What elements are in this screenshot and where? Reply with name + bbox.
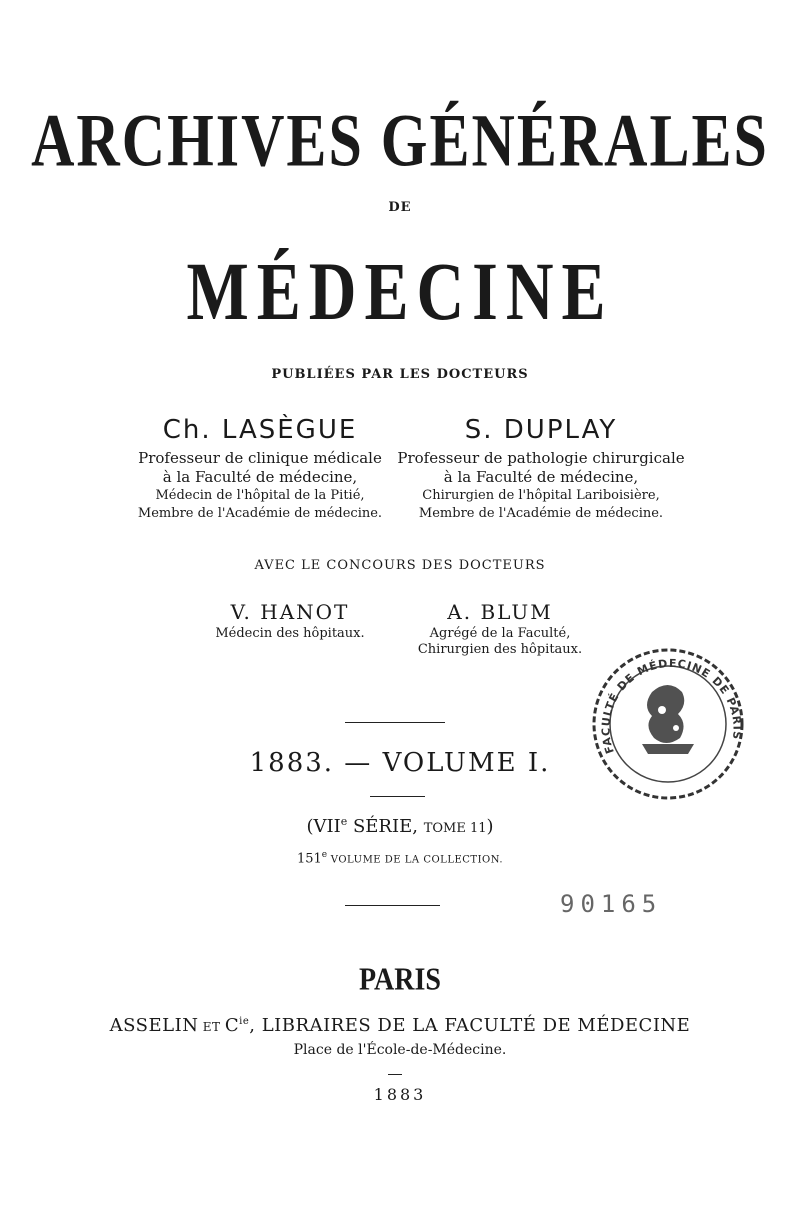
contributor-line: Médecin des hôpitaux. (215, 626, 365, 641)
main-title-line1: ARCHIVES GÉNÉRALES (31, 99, 769, 182)
publisher-line (0, 1015, 800, 1036)
publisher-co: C (224, 1015, 240, 1036)
divider-rule (370, 796, 425, 797)
library-stamp-icon (592, 632, 744, 807)
main-title-line2: MÉDECINE (186, 246, 614, 338)
publication-year: 1883 (373, 1085, 427, 1104)
contributor-name: V. HANOT (230, 600, 350, 624)
contributor-name: A. BLUM (447, 600, 553, 624)
contributor-blum (400, 600, 600, 658)
small-divider (388, 1074, 402, 1075)
collection-text: VOLUME DE LA COLLECTION. (327, 854, 504, 866)
publisher-et: ET (198, 1020, 225, 1034)
title-connector: DE (388, 200, 412, 215)
publisher-name: ASSELIN (109, 1015, 199, 1036)
editor-lasegue (115, 415, 405, 523)
publisher-address: Place de l'École-de-Médecine. (293, 1042, 507, 1058)
published-by: PUBLIÉES PAR LES DOCTEURS (271, 367, 529, 382)
serie-prefix: (VII (306, 816, 341, 837)
editor-line: Membre de l'Académie de médecine. (418, 506, 664, 521)
serie-suffix: ) (486, 816, 494, 837)
editor-name: S. DUPLAY (464, 415, 618, 445)
editor-line: à la Faculté de médecine, (162, 468, 358, 486)
publisher-rest: , LIBRAIRES DE LA FACULTÉ DE MÉDECINE (249, 1015, 691, 1036)
city-name: PARIS (359, 962, 441, 998)
contributor-hanot (175, 600, 405, 642)
serie-tome: TOME 11 (423, 821, 487, 836)
collection-number: 151 (296, 851, 322, 867)
collection-line (0, 850, 800, 866)
editor-line: Professeur de pathologie chirurgicale (397, 449, 685, 467)
contributor-line: Chirurgien des hôpitaux. (417, 642, 583, 657)
serie-sup: e (340, 815, 348, 828)
editor-line: Chirurgien de l'hôpital Lariboisière, (422, 488, 660, 503)
inventory-number: 90165 (560, 890, 663, 918)
publisher-co-sup: ie (239, 1016, 250, 1027)
editor-line: à la Faculté de médecine, (443, 468, 639, 486)
divider-rule (345, 905, 440, 906)
concours-heading: AVEC LE CONCOURS DES DOCTEURS (254, 558, 546, 573)
editor-line: Médecin de l'hôpital de la Pitié, (155, 488, 365, 503)
contributor-line: Agrégé de la Faculté, (429, 626, 571, 641)
stamp-text: FACULTÉ DE MÉDECINE DE PARIS (599, 656, 744, 756)
divider-rule (345, 722, 445, 723)
editor-line: Membre de l'Académie de médecine. (137, 506, 383, 521)
collection-sup: e (321, 850, 328, 860)
serie-main: SÉRIE, (347, 816, 424, 837)
editor-name: Ch. LASÈGUE (162, 415, 358, 445)
volume-heading: 1883. — VOLUME I. (249, 748, 551, 778)
editor-duplay (396, 415, 686, 523)
editor-line: Professeur de clinique médicale (138, 449, 382, 467)
serie-line (0, 815, 800, 837)
